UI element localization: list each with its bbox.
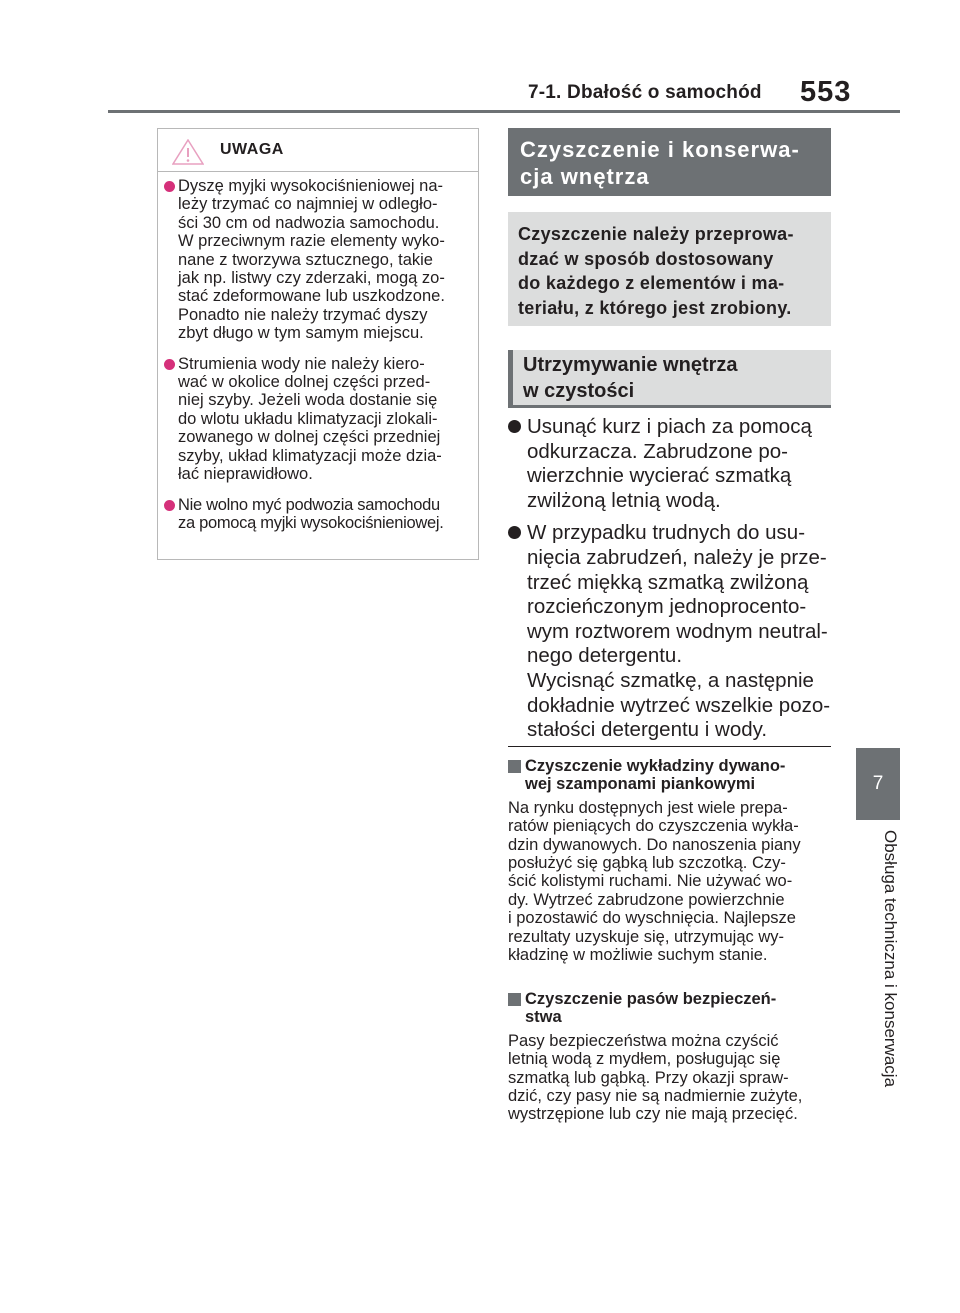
instruction-item — [508, 415, 833, 513]
instruction-text: Usunąć kurz i piach za pomocą odkurzacza. Zabrudzone po- wierzchnie wycierać szmatką zwilżoną letnią wodą. — [527, 415, 812, 512]
square-bullet-icon — [508, 993, 521, 1006]
instruction-extra-text: Wycisnąć szmatkę, a następnie dokładnie wytrzeć wszelkie pozo- stałości detergentu i wody. — [527, 668, 831, 742]
section-title: Czyszczenie i konserwa- cja wnętrza — [508, 128, 831, 196]
caution-item-text: Dyszę myjki wysokociśnieniowej na- leży trzymać co najmniej w odległo- ści 30 cm od nadwozia samochodu. W przeciwnym razie elementy wyko- nane z tworzywa sztucznego, takie jak np. listwy czy zderzaki, mogą zo- stać zdeformowane lub uszkodzone. Ponadto nie należy trzymać dyszy zbyt długo w tym samym miejscu. — [178, 177, 445, 343]
square-bullet-icon — [508, 760, 521, 773]
caution-item-text: Nie wolno myć podwozia samochodu za pomocą myjki wysokociśnieniowej. — [178, 495, 444, 532]
instruction-list — [508, 415, 833, 751]
caution-list — [164, 177, 476, 544]
info-body: Pasy bezpieczeństwa można czyścić letnią wodą z mydłem, posługując się szmatką lub gąbką. Przy okazji spraw- dzić, czy pasy nie są nadmiernie zużyte, wystrzępione lub czy nie mają przecięć. — [508, 1031, 803, 1124]
info-heading-text: Czyszczenie wykładziny dywano- wej szamponami piankowymi — [525, 757, 786, 794]
chapter-title: Obsługa techniczna i konserwacja — [881, 830, 900, 1088]
bullet-dot-icon — [164, 181, 175, 192]
caution-title: UWAGA — [220, 141, 284, 158]
page-number: 553 — [800, 76, 852, 108]
info-heading — [508, 757, 833, 794]
info-divider — [508, 746, 831, 747]
bullet-dot-icon — [164, 500, 175, 511]
section-header-title: 7-1. Dbałość o samochód — [528, 82, 762, 103]
caution-divider — [158, 171, 478, 172]
chapter-tab: 7 — [856, 748, 900, 820]
bullet-dot-icon — [508, 526, 521, 539]
instruction-text: W przypadku trudnych do usu- nięcia zabrudzeń, należy je prze- trzeć miękką szmatką zwilżoną rozcieńczonym jednoprocento- wym roztworem wodnym neutral- nego detergentu. — [527, 521, 828, 668]
subsection-title: Utrzymywanie wnętrza w czystości — [508, 350, 831, 408]
bullet-dot-icon — [164, 359, 175, 370]
info-heading — [508, 990, 833, 1027]
caution-item-text: Strumienia wody nie należy kiero- wać w okolice dolnej części przed- niej szyby. Jeżeli woda dostanie się do wlotu układu klimatyzacji zlokali- zowanego w dolnej części przedniej szyby, układ klimatyzacji może dzia- łać nieprawidłowo. — [178, 354, 442, 484]
info-body: Na rynku dostępnych jest wiele prepa- ratów pieniących do czyszczenia wykła- dzin dywanowych. Do nanoszenia piany posłużyć się gąbką lub szczotką. Czy- ścić kolistymi ruchami. Nie używać wo- dy. Wytrzeć zabrudzone powierzchnie i pozostawić do wyschnięcia. Najlepsze rezultaty uzyskuje się, utrzymując wy- kładzinę w możliwie suchym stanie. — [508, 798, 801, 965]
caution-box — [157, 128, 479, 560]
caution-header — [158, 129, 478, 171]
caution-item — [164, 355, 476, 484]
header-rule — [108, 110, 900, 113]
warning-triangle-icon — [172, 139, 204, 165]
section-intro: Czyszczenie należy przeprowa- dzać w sposób dostosowany do każdego z elementów i ma- teriału, z którego jest zrobiony. — [508, 212, 831, 326]
caution-item — [164, 177, 476, 343]
bullet-dot-icon — [508, 420, 521, 433]
caution-item — [164, 496, 476, 533]
instruction-item — [508, 521, 833, 742]
info-block — [508, 990, 833, 1124]
info-block — [508, 757, 833, 964]
info-heading-text: Czyszczenie pasów bezpieczeń- stwa — [525, 990, 777, 1027]
